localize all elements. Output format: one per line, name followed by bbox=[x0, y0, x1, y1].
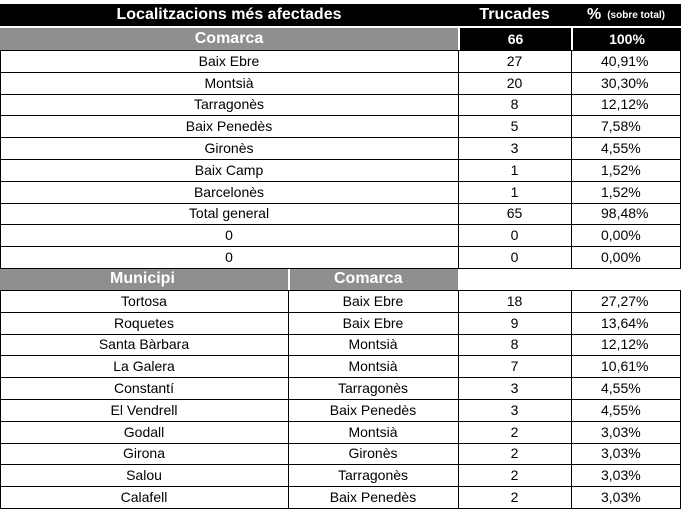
comarca-pct-cell: 30,30% bbox=[601, 74, 649, 91]
municipi-calls-cell: 18 bbox=[506, 292, 523, 309]
municipi-comarca-cell: Baix Penedès bbox=[329, 401, 417, 418]
comarca-total-calls: 66 bbox=[460, 28, 571, 50]
municipi-name-cell: Girona bbox=[122, 445, 166, 462]
municipi-comarca-cell: Montsià bbox=[348, 336, 398, 353]
grid-line bbox=[458, 290, 459, 508]
municipi-name-cell: Salou bbox=[126, 467, 162, 484]
comarca-calls-cell: 8 bbox=[510, 96, 519, 113]
municipi-name-cell: Constantí bbox=[114, 380, 174, 397]
comarca-pct-cell: 0,00% bbox=[601, 249, 641, 266]
comarca-name-cell: Baix Penedès bbox=[185, 118, 273, 135]
comarca-name-cell: Montsià bbox=[204, 74, 254, 91]
grid-line bbox=[571, 50, 572, 268]
comarca-name-cell: Gironès bbox=[204, 140, 254, 157]
comarca-pct-cell: 98,48% bbox=[601, 205, 649, 222]
municipi-comarca-cell: Tarragonès bbox=[337, 380, 409, 397]
comarca-name-cell: 0 bbox=[225, 249, 233, 266]
pct-column-header bbox=[571, 4, 681, 26]
grid-line bbox=[0, 464, 681, 465]
grid-line bbox=[0, 312, 681, 313]
comarca-name-cell: Total general bbox=[188, 205, 270, 222]
grid-line bbox=[0, 115, 681, 116]
municipi-comarca-cell: Baix Ebre bbox=[342, 314, 404, 331]
grid-line bbox=[0, 137, 681, 138]
grid-line bbox=[0, 399, 681, 400]
comarca-calls-cell: 27 bbox=[506, 52, 523, 69]
grid-line bbox=[288, 290, 289, 508]
municipi-name-cell: Tortosa bbox=[121, 292, 167, 309]
grid-line bbox=[0, 50, 1, 268]
grid-line bbox=[0, 203, 681, 204]
grid-line bbox=[0, 181, 681, 182]
grid-line bbox=[0, 50, 681, 51]
municipi-comarca-cell: Montsià bbox=[348, 358, 398, 375]
municipi-pct-cell: 13,64% bbox=[601, 314, 649, 331]
grid-line bbox=[0, 443, 681, 444]
municipi-pct-cell: 4,55% bbox=[601, 380, 641, 397]
grid-line bbox=[680, 290, 681, 508]
trucades-column-header: Trucades bbox=[458, 4, 571, 26]
municipi-pct-cell: 3,03% bbox=[601, 489, 641, 506]
pct-symbol: % bbox=[586, 6, 602, 23]
municipi-comarca-cell: Baix Penedès bbox=[329, 489, 417, 506]
municipi-name-cell: El Vendrell bbox=[110, 401, 178, 418]
comarca-name-cell: Baix Camp bbox=[194, 161, 264, 178]
municipi-calls-cell: 7 bbox=[510, 358, 519, 375]
municipi-calls-cell: 8 bbox=[510, 336, 519, 353]
grid-line bbox=[0, 355, 681, 356]
municipi-comarca-column-header: Comarca bbox=[290, 268, 458, 290]
comarca-calls-cell: 20 bbox=[506, 74, 523, 91]
municipi-pct-cell: 3,03% bbox=[601, 423, 641, 440]
grid-line bbox=[0, 72, 681, 73]
comarca-total-pct: 100% bbox=[573, 28, 681, 50]
grid-line bbox=[0, 246, 681, 247]
table-title: Localitzacions més afectades bbox=[0, 4, 458, 26]
comarca-name-cell: Tarragonès bbox=[193, 96, 265, 113]
municipi-pct-cell: 10,61% bbox=[601, 358, 649, 375]
grid-line bbox=[0, 508, 681, 509]
comarca-calls-cell: 5 bbox=[510, 118, 519, 135]
comarca-pct-cell: 0,00% bbox=[601, 227, 641, 244]
municipi-pct-cell: 3,03% bbox=[601, 445, 641, 462]
municipi-comarca-cell: Gironès bbox=[348, 445, 398, 462]
grid-line bbox=[0, 290, 681, 291]
grid-line bbox=[0, 224, 681, 225]
comarca-name-cell: Baix Ebre bbox=[198, 52, 260, 69]
municipi-pct-cell: 3,03% bbox=[601, 467, 641, 484]
comarca-pct-cell: 4,55% bbox=[601, 140, 641, 157]
grid-line bbox=[0, 334, 681, 335]
grid-line bbox=[0, 94, 681, 95]
municipi-calls-cell: 2 bbox=[510, 423, 519, 440]
municipi-name-cell: La Galera bbox=[113, 358, 175, 375]
comarca-calls-cell: 0 bbox=[510, 227, 519, 244]
comarca-pct-cell: 1,52% bbox=[601, 161, 641, 178]
comarca-pct-cell: 40,91% bbox=[601, 52, 649, 69]
comarca-calls-cell: 3 bbox=[510, 140, 519, 157]
municipi-pct-cell: 4,55% bbox=[601, 401, 641, 418]
comarca-pct-cell: 12,12% bbox=[601, 96, 649, 113]
municipi-comarca-cell: Montsià bbox=[348, 423, 398, 440]
comarca-name-cell: Barcelonès bbox=[193, 183, 265, 200]
comarca-calls-cell: 0 bbox=[510, 249, 519, 266]
grid-line bbox=[0, 486, 681, 487]
municipi-name-cell: Roquetes bbox=[114, 314, 174, 331]
grid-line bbox=[0, 290, 1, 508]
municipi-comarca-cell: Baix Ebre bbox=[342, 292, 404, 309]
grid-line bbox=[0, 159, 681, 160]
comarca-calls-cell: 1 bbox=[510, 161, 519, 178]
municipi-name-cell: Calafell bbox=[120, 489, 168, 506]
comarca-pct-cell: 7,58% bbox=[601, 118, 641, 135]
municipi-name-cell: Santa Bàrbara bbox=[98, 336, 190, 353]
municipi-calls-cell: 9 bbox=[510, 314, 519, 331]
comarca-section-header: Comarca bbox=[0, 28, 458, 50]
pct-note: (sobre total) bbox=[607, 9, 665, 21]
municipi-pct-cell: 27,27% bbox=[601, 292, 649, 309]
municipi-calls-cell: 3 bbox=[510, 401, 519, 418]
grid-line bbox=[571, 290, 572, 508]
municipi-column-header: Municipi bbox=[0, 268, 288, 290]
municipi-calls-cell: 2 bbox=[510, 445, 519, 462]
grid-line bbox=[0, 268, 681, 269]
grid-line bbox=[0, 421, 681, 422]
grid-line bbox=[0, 377, 681, 378]
municipi-pct-cell: 12,12% bbox=[601, 336, 649, 353]
municipi-calls-cell: 2 bbox=[510, 467, 519, 484]
grid-line bbox=[458, 50, 459, 268]
municipi-name-cell: Godall bbox=[123, 423, 165, 440]
comarca-name-cell: 0 bbox=[225, 227, 233, 244]
municipi-comarca-cell: Tarragonès bbox=[337, 467, 409, 484]
comarca-calls-cell: 65 bbox=[506, 205, 523, 222]
municipi-calls-cell: 2 bbox=[510, 489, 519, 506]
municipi-calls-cell: 3 bbox=[510, 380, 519, 397]
comarca-calls-cell: 1 bbox=[510, 183, 519, 200]
comarca-pct-cell: 1,52% bbox=[601, 183, 641, 200]
grid-line bbox=[680, 50, 681, 268]
